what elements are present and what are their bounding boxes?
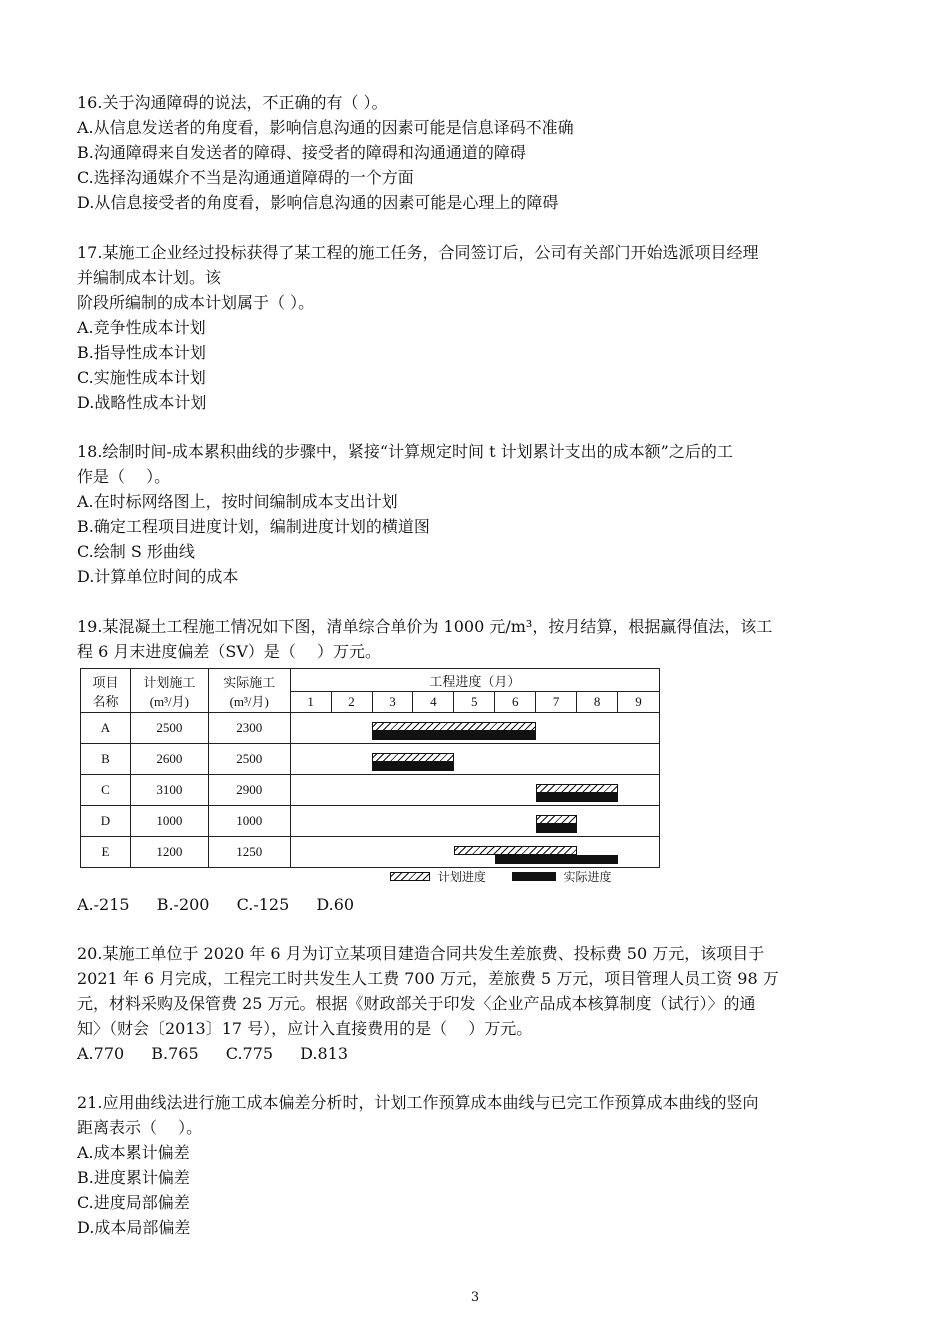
option-b: B.沟通障碍来自发送者的障碍、接受者的障碍和沟通通道的障碍 <box>77 143 526 162</box>
question-stem-line: 2021 年 6 月完成，工程完工时共发生人工费 700 万元，差旅费 5 万元，项目管理人员工资 98 万 <box>77 969 779 988</box>
row-name: D <box>81 806 131 837</box>
question-19-options <box>77 892 897 917</box>
row-planned: 1000 <box>130 806 208 837</box>
option-b: B.-200 <box>156 895 210 914</box>
question-21 <box>77 1090 897 1240</box>
plan-bar-A <box>372 722 536 731</box>
row-planned: 2500 <box>130 713 208 744</box>
progress-gantt-table <box>80 668 670 890</box>
row-timeline <box>290 806 659 837</box>
plan-bar-D <box>536 815 577 824</box>
month-label: 3 <box>372 692 413 713</box>
legend-actual-label: 实际进度 <box>563 870 612 884</box>
month-label: 5 <box>454 692 495 713</box>
row-timeline <box>290 744 659 775</box>
row-actual: 1250 <box>208 837 290 868</box>
actual-bar-B <box>372 762 454 771</box>
row-planned: 1200 <box>130 837 208 868</box>
plan-bar-C <box>536 784 618 793</box>
question-stem-line: 19.某混凝土工程施工情况如下图，清单综合单价为 1000 元/m³，按月结算，根据赢得值法，该工 <box>77 617 773 636</box>
table-row <box>81 713 660 744</box>
question-stem-line: 作是（ ）。 <box>77 467 171 486</box>
row-name: A <box>81 713 131 744</box>
actual-bar-D <box>536 824 577 833</box>
option-b: B.指导性成本计划 <box>77 343 206 362</box>
plan-bar-E <box>454 846 577 855</box>
question-stem-line: 20.某施工单位于 2020 年 6 月为订立某项目建造合同共发生差旅费、投标费 50 万元，该项目于 <box>77 944 765 963</box>
table-row <box>81 744 660 775</box>
option-d: D.计算单位时间的成本 <box>77 567 239 586</box>
page-number: 3 <box>470 1290 480 1305</box>
row-actual: 2900 <box>208 775 290 806</box>
question-17 <box>77 240 897 415</box>
question-20 <box>77 941 897 1066</box>
month-label: 1 <box>290 692 331 713</box>
row-actual: 1000 <box>208 806 290 837</box>
month-label: 8 <box>577 692 618 713</box>
option-c: C.选择沟通媒介不当是沟通通道障碍的一个方面 <box>77 168 414 187</box>
option-c: C.进度局部偏差 <box>77 1193 190 1212</box>
option-a: A.从信息发送者的角度看，影响信息沟通的因素可能是信息译码不准确 <box>77 118 574 137</box>
option-a: A.在时标网络图上，按时间编制成本支出计划 <box>77 492 398 511</box>
question-stem-line: 距离表示（ ）。 <box>77 1118 203 1137</box>
row-name: E <box>81 837 131 868</box>
option-b: B.进度累计偏差 <box>77 1168 190 1187</box>
question-19 <box>77 614 897 664</box>
option-d: D.813 <box>300 1044 349 1063</box>
header-schedule-title: 工程进度（月） <box>290 669 659 692</box>
question-stem-line: 阶段所编制的成本计划属于（ ）。 <box>77 293 315 312</box>
option-c: C.-125 <box>236 895 290 914</box>
question-16 <box>77 90 897 215</box>
option-c: C.775 <box>225 1044 274 1063</box>
row-planned: 3100 <box>130 775 208 806</box>
actual-bar-A <box>372 731 536 740</box>
option-a: A.竞争性成本计划 <box>77 318 206 337</box>
option-d: D.从信息接受者的角度看，影响信息沟通的因素可能是心理上的障碍 <box>77 193 559 212</box>
legend-plan-swatch <box>390 872 430 881</box>
question-stem: 16.关于沟通障碍的说法，不正确的有（ ）。 <box>77 93 388 112</box>
month-label: 6 <box>495 692 536 713</box>
month-label: 7 <box>536 692 577 713</box>
option-c: C.绘制 S 形曲线 <box>77 542 195 561</box>
question-stem-line: 并编制成本计划。该 <box>77 268 222 287</box>
month-label: 9 <box>618 692 660 713</box>
row-planned: 2600 <box>130 744 208 775</box>
question-stem-line: 21.应用曲线法进行施工成本偏差分析时，计划工作预算成本曲线与已完工作预算成本曲线的竖向 <box>77 1093 759 1112</box>
row-actual: 2500 <box>208 744 290 775</box>
option-a: A.770 <box>77 1044 125 1063</box>
row-name: C <box>81 775 131 806</box>
option-d: D.战略性成本计划 <box>77 393 207 412</box>
header-actual: 实际施工 (m³/月) <box>208 669 290 713</box>
header-planned: 计划施工 (m³/月) <box>130 669 208 713</box>
legend-actual-swatch <box>512 872 556 881</box>
question-stem-line: 元，材料采购及保管费 25 万元。根据《财政部关于印发〈企业产品成本核算制度（试行）〉的通 <box>77 994 756 1013</box>
row-name: B <box>81 744 131 775</box>
month-label: 2 <box>331 692 372 713</box>
question-stem-line: 程 6 月末进度偏差（SV）是（ ）万元。 <box>77 642 381 661</box>
row-actual: 2300 <box>208 713 290 744</box>
header-item: 项目 名称 <box>81 669 131 713</box>
actual-bar-C <box>536 793 618 802</box>
option-c: C.实施性成本计划 <box>77 368 206 387</box>
question-stem-line: 知〉（财会〔2013〕17 号），应计入直接费用的是（ ）万元。 <box>77 1019 533 1038</box>
option-b: B.765 <box>151 1044 199 1063</box>
question-stem-line: 17.某施工企业经过投标获得了某工程的施工任务，合同签订后，公司有关部门开始选派项目经理 <box>77 243 759 262</box>
month-label: 4 <box>413 692 454 713</box>
legend-plan-label: 计划进度 <box>437 870 486 884</box>
question-stem-line: 18.绘制时间-成本累积曲线的步骤中，紧接“计算规定时间 t 计划累计支出的成本额”之后的工 <box>77 442 733 461</box>
option-b: B.确定工程项目进度计划，编制进度计划的横道图 <box>77 517 430 536</box>
option-a: A.-215 <box>77 895 130 914</box>
option-a: A.成本累计偏差 <box>77 1143 190 1162</box>
plan-bar-B <box>372 753 454 762</box>
option-d: D.成本局部偏差 <box>77 1218 191 1237</box>
chart-legend <box>390 868 612 885</box>
option-d: D.60 <box>316 895 355 914</box>
question-18 <box>77 439 897 589</box>
actual-bar-E <box>495 855 618 864</box>
